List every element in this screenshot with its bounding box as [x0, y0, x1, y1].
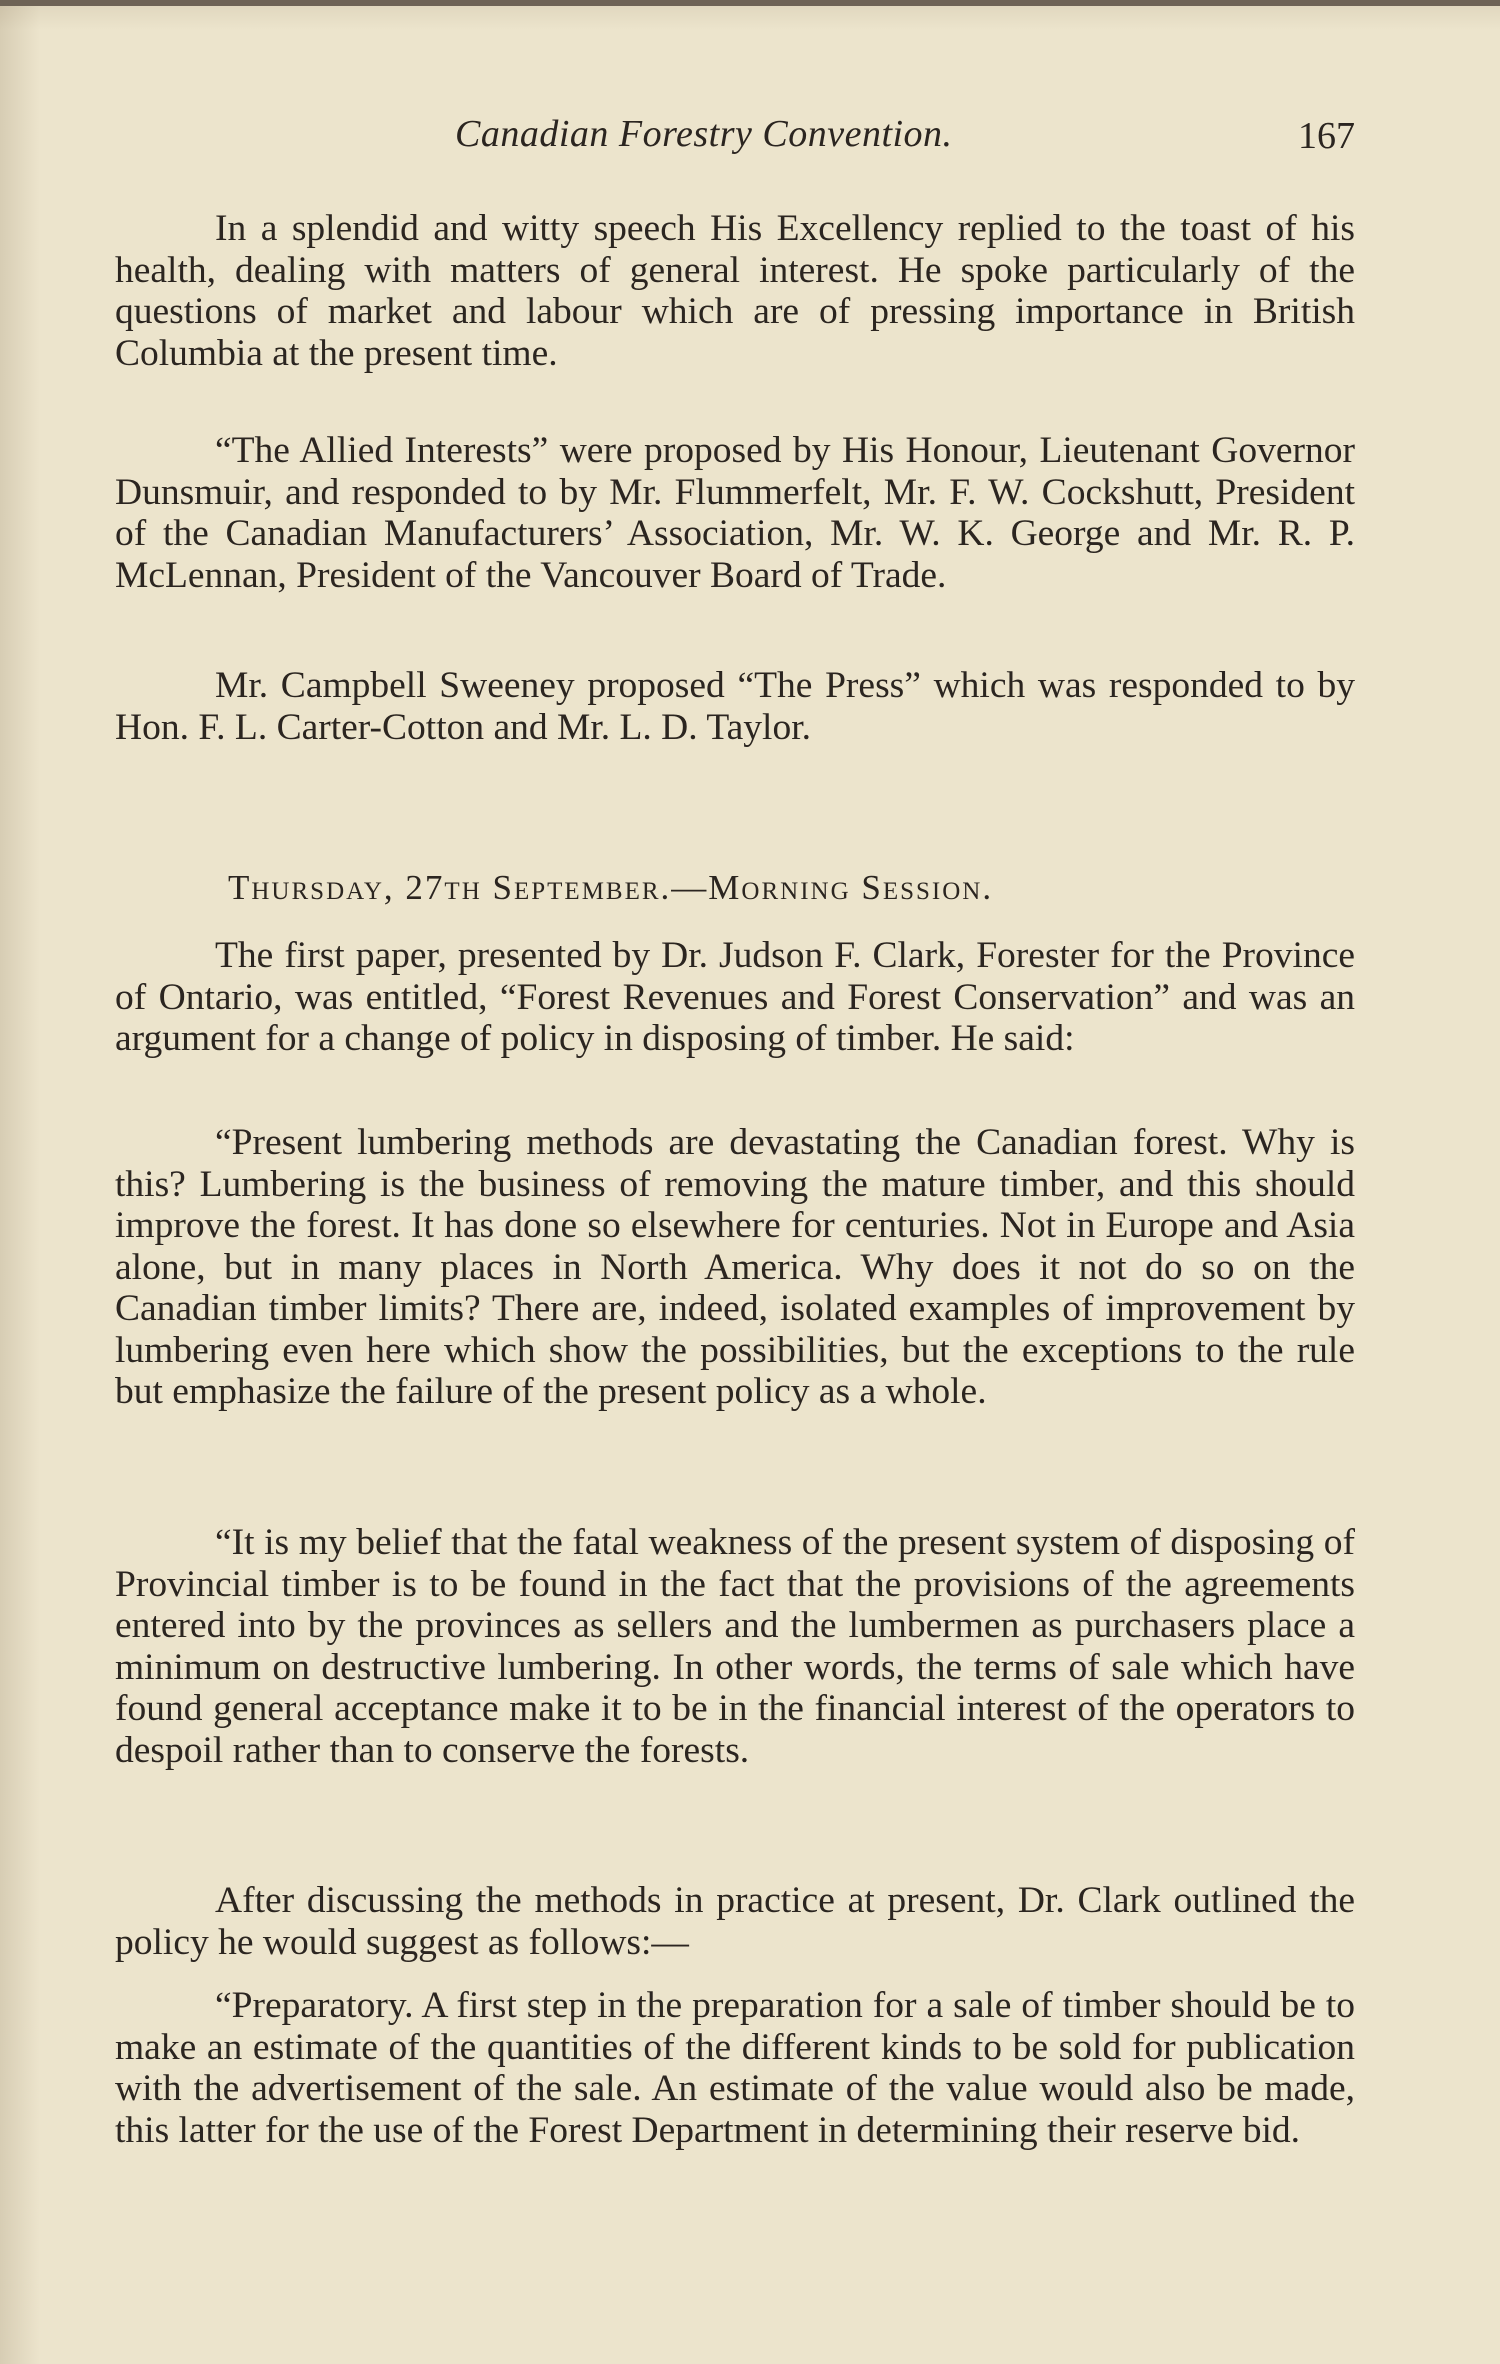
- paragraph-press-toast: [115, 665, 1355, 748]
- paragraph-text: In a splendid and witty speech His Excellency replied to the toast of his health, dealing with matters of general interest. He spoke particularly of the questions of market and labour which are of pressing importance in British Columbia at the present time.: [115, 208, 1355, 374]
- paragraph-allied-interests: [115, 430, 1355, 596]
- section-heading: Thursday, 27th September.—Morning Session.: [228, 868, 994, 907]
- page-number: 167: [1298, 115, 1355, 157]
- paragraph-text: “Preparatory. A first step in the preparation for a sale of timber should be to make an estimate of the quantities of the different kinds to be sold for publication with the advertisement of the sale. An estimate of the value would also be made, this latter for the use of the Forest Department in determining their reserve bid.: [115, 1985, 1355, 2151]
- paragraph-preparatory: [115, 1985, 1355, 2151]
- paragraph-policy-outline: [115, 1880, 1355, 1963]
- paragraph-excellency-speech: [115, 208, 1355, 374]
- paragraph-text: The first paper, presented by Dr. Judson F. Clark, Forester for the Province of Ontario, was entitled, “Forest Revenues and Forest Conservation” and was an argument for a change of policy in disposing of timber. He said:: [115, 935, 1355, 1059]
- paragraph-first-paper: [115, 935, 1355, 1060]
- running-head: [115, 112, 1355, 172]
- page-top-edge: [0, 0, 1500, 6]
- paragraph-text: “It is my belief that the fatal weakness of the present system of disposing of Provincial timber is to be found in the fact that the provisions of the agreements entered into by the provinces as sellers and the lumbermen as purchasers place a minimum on destructive lumbering. In other words, the terms of sale which have found general acceptance make it to be in the financial interest of the operators to despoil rather than to conserve the forests.: [115, 1522, 1355, 1771]
- paragraph-text: After discussing the methods in practice at present, Dr. Clark outlined the policy he would suggest as follows:—: [115, 1880, 1355, 1963]
- paragraph-text: “The Allied Interests” were proposed by His Honour, Lieutenant Governor Dunsmuir, and responded to by Mr. Flummerfelt, Mr. F. W. Cockshutt, President of the Canadian Manufacturers’ Association, Mr. W. K. George and Mr. R. P. McLennan, President of the Vancouver Board of Trade.: [115, 430, 1355, 596]
- paragraph-text: Mr. Campbell Sweeney proposed “The Press” which was responded to by Hon. F. L. Carter-Cotton and Mr. L. D. Taylor.: [115, 665, 1355, 748]
- paragraph-lumbering-methods: [115, 1122, 1355, 1413]
- running-title: Canadian Forestry Convention.: [455, 113, 953, 155]
- paragraph-fatal-weakness: [115, 1522, 1355, 1771]
- paragraph-text: “Present lumbering methods are devastating the Canadian forest. Why is this? Lumbering is the business of removing the mature timber, and this should improve the forest. It has done so elsewhere for centuries. Not in Europe and Asia alone, but in many places in North America. Why does it not do so on the Canadian timber limits? There are, indeed, isolated examples of improvement by lumbering even here which show the possibilities, but the exceptions to the rule but emphasize the failure of the present policy as a whole.: [115, 1122, 1355, 1412]
